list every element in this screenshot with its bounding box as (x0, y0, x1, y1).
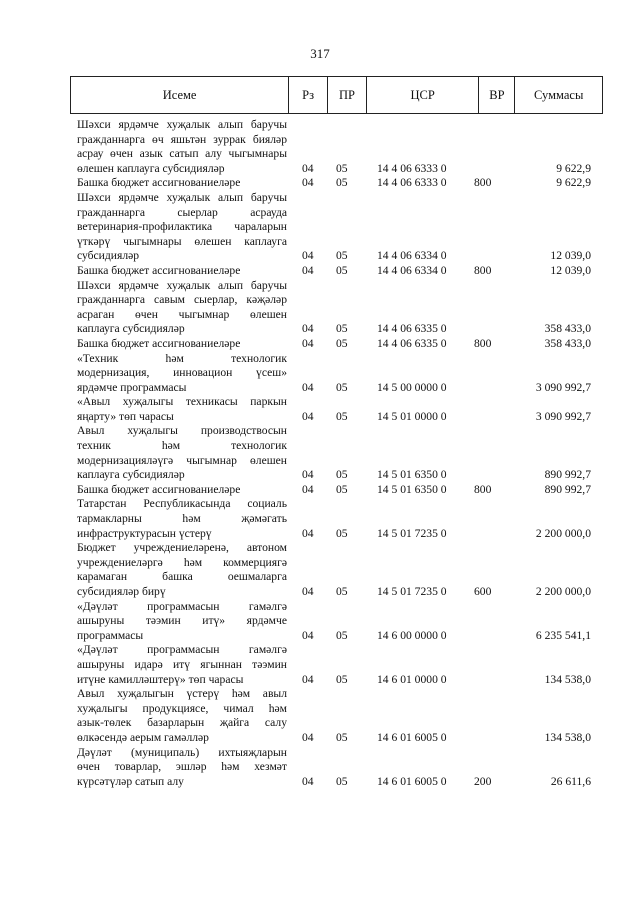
row-name (77, 191, 287, 264)
row-name-line: Башка бюджет ассигнованиеләре (77, 263, 241, 277)
row-name-line: Башка бюджет ассигнованиеләре (77, 336, 241, 350)
row-name-line: Авыл хуҗалыгы производствосын (77, 424, 287, 438)
row-rz: 04 (302, 730, 314, 744)
table-row (77, 600, 603, 644)
row-sum: 12 039,0 (550, 249, 591, 263)
row-name (77, 541, 287, 599)
row-name-line: асрау өчен азык сатып алу чыгымнары (77, 147, 287, 161)
header-vr: ВР (479, 77, 515, 113)
row-name-line: учреждениеләргә һәм коммерциягә (77, 555, 287, 569)
row-csr: 14 4 06 6335 0 (377, 336, 447, 350)
row-sum: 890 992,7 (544, 468, 591, 482)
row-name-line: модернизацияләүгә чыгымнар өлешен (77, 453, 287, 467)
row-csr: 14 5 01 6350 0 (377, 482, 447, 496)
row-name-line: модернизация, инновацион үсеш» (77, 366, 287, 380)
table-row (77, 264, 603, 279)
row-name (77, 279, 287, 337)
row-sum: 2 200 000,0 (535, 526, 591, 540)
header-name: Исеме (71, 77, 289, 113)
row-pr: 05 (336, 585, 348, 598)
row-pr: 05 (336, 380, 348, 394)
row-rz: 04 (302, 672, 314, 686)
row-name (77, 264, 287, 279)
row-name-line: Авыл хуҗалыгын үстерү һәм авыл (77, 687, 287, 701)
row-sum: 134 538,0 (544, 730, 591, 744)
row-vr: 600 (474, 585, 492, 598)
row-rz: 04 (302, 628, 314, 642)
row-csr: 14 6 01 0000 0 (377, 672, 447, 686)
row-name-line: өлешен каплауга субсидияләр (77, 161, 225, 175)
row-name-line: тармакларны һәм җәмәгать (77, 512, 287, 526)
table-row (77, 176, 603, 191)
row-rz: 04 (302, 176, 314, 190)
row-csr: 14 5 00 0000 0 (377, 380, 447, 394)
row-pr: 05 (336, 161, 348, 175)
row-name-line: яңарту» төп чарасы (77, 409, 174, 423)
row-name-line: субсидияләр (77, 249, 140, 263)
row-pr: 05 (336, 628, 348, 642)
row-sum: 26 611,6 (550, 774, 591, 788)
table-row (77, 395, 603, 424)
row-pr: 05 (336, 322, 348, 336)
row-sum: 3 090 992,7 (535, 380, 591, 394)
row-name (77, 424, 287, 482)
row-name-line: Шәхси ярдәмче хуҗалык алып баручы (77, 118, 287, 131)
row-pr: 05 (336, 774, 348, 788)
row-rz: 04 (302, 263, 314, 277)
row-name-line: карамаган башка оешмаларга (77, 570, 287, 584)
table-row (77, 687, 603, 745)
row-name (77, 395, 287, 424)
table-row (77, 118, 603, 176)
row-csr: 14 5 01 7235 0 (377, 526, 447, 540)
row-rz: 04 (302, 161, 314, 175)
row-name (77, 176, 287, 191)
row-rz: 04 (302, 585, 314, 598)
row-csr: 14 4 06 6333 0 (377, 161, 447, 175)
row-csr: 14 4 06 6333 0 (377, 176, 447, 190)
row-name-line: асраган өчен чыгымнар өлешен (77, 307, 287, 321)
row-rz: 04 (302, 409, 314, 423)
table-row (77, 483, 603, 498)
row-name-line: күрсәтүләр сатып алу (77, 774, 184, 788)
row-sum: 134 538,0 (544, 672, 591, 686)
row-sum: 358 433,0 (544, 322, 591, 336)
row-sum: 890 992,7 (544, 482, 591, 496)
row-rz: 04 (302, 380, 314, 394)
table-row (77, 279, 603, 337)
row-name (77, 643, 287, 687)
row-csr: 14 5 01 7235 0 (377, 585, 447, 598)
header-sum: Суммасы (534, 87, 584, 102)
row-name-line: ярдәмче программасы (77, 380, 187, 394)
row-name-line: инфраструктурасын үстерү (77, 526, 212, 540)
row-name-line: Шәхси ярдәмче хуҗалык алып баручы (77, 278, 287, 292)
row-pr: 05 (336, 336, 348, 350)
row-name (77, 497, 287, 541)
header-pr: ПР (328, 77, 367, 113)
row-vr: 800 (474, 482, 492, 496)
row-vr: 800 (474, 336, 492, 350)
row-pr: 05 (336, 672, 348, 686)
row-pr: 05 (336, 482, 348, 496)
row-sum: 358 433,0 (544, 336, 591, 350)
header-rz: Рз (289, 77, 328, 113)
row-sum: 3 090 992,7 (535, 409, 591, 423)
table-header (70, 76, 603, 114)
row-name (77, 337, 287, 352)
row-name-line: гражданнарга сыерлар асрауда (77, 205, 287, 219)
row-rz: 04 (302, 468, 314, 482)
row-csr: 14 4 06 6334 0 (377, 249, 447, 263)
row-rz: 04 (302, 336, 314, 350)
row-pr: 05 (336, 409, 348, 423)
row-name-line: Башка бюджет ассигнованиеләре (77, 176, 241, 190)
table-row (77, 643, 603, 687)
row-name-line: техник һәм технологик (77, 439, 287, 453)
row-rz: 04 (302, 249, 314, 263)
row-pr: 05 (336, 249, 348, 263)
row-sum: 2 200 000,0 (535, 585, 591, 598)
row-name (77, 483, 287, 498)
row-name-line: ветеринария-профилактика чараларын (77, 220, 287, 234)
table-body (77, 118, 603, 789)
row-name-line: азык-төлек базарларын җайга салу (77, 716, 287, 730)
row-name-line: «Техник һәм технологик (77, 351, 287, 365)
row-name-line: Татарстан Республикасында социаль (77, 497, 287, 511)
row-name-line: өчен товарлар, эшләр һәм хезмәт (77, 760, 287, 774)
row-name (77, 746, 287, 790)
row-name (77, 352, 287, 396)
table-row (77, 337, 603, 352)
row-csr: 14 4 06 6334 0 (377, 263, 447, 277)
row-csr: 14 6 00 0000 0 (377, 628, 447, 642)
row-name-line: каплауга субсидияләр (77, 322, 185, 336)
table-row (77, 424, 603, 482)
row-name-line: гражданнарга савым сыерлар, кәҗәләр (77, 293, 287, 307)
table-row (77, 191, 603, 264)
row-sum: 6 235 541,1 (535, 628, 591, 642)
row-rz: 04 (302, 322, 314, 336)
header-csr: ЦСР (367, 77, 480, 113)
row-pr: 05 (336, 176, 348, 190)
row-name-line: каплауга субсидияләр (77, 468, 185, 482)
row-name-line: «Дәүләт программасын гамәлгә (77, 643, 287, 657)
row-sum: 12 039,0 (550, 263, 591, 277)
row-name-line: ашыруны тәэмин итү» ярдәмче (77, 614, 287, 628)
table-row (77, 746, 603, 790)
row-vr: 800 (474, 263, 492, 277)
row-name-line: «Дәүләт программасын гамәлгә (77, 599, 287, 613)
row-name-line: үткәрү чыгымнары өлешен каплауга (77, 234, 287, 248)
row-rz: 04 (302, 482, 314, 496)
row-name-line: Дәүләт (муниципаль) ихтыяҗларын (77, 745, 287, 759)
row-sum: 9 622,9 (556, 161, 591, 175)
row-name-line: Бюджет учреждениеләренә, автоном (77, 541, 287, 555)
row-name-line: субсидияләр бирү (77, 585, 166, 598)
row-name-line: өлкәсендә аерым гамәлләр (77, 730, 209, 744)
row-csr: 14 4 06 6335 0 (377, 322, 447, 336)
row-csr: 14 5 01 0000 0 (377, 409, 447, 423)
row-rz: 04 (302, 774, 314, 788)
row-name (77, 118, 287, 176)
row-vr: 800 (474, 176, 492, 190)
row-pr: 05 (336, 730, 348, 744)
table-row (77, 352, 603, 396)
table-row (77, 497, 603, 541)
row-name-line: гражданнарга өч яшьтән зуррак бияләр (77, 132, 287, 146)
row-name-line: ашыруны идарә итү ягыннан тәэмин (77, 657, 287, 671)
row-vr: 200 (474, 774, 492, 788)
row-name (77, 600, 287, 644)
row-csr: 14 6 01 6005 0 (377, 730, 447, 744)
row-name-line: хуҗалыгы продукциясе, чимал һәм (77, 701, 287, 715)
row-name (77, 687, 287, 745)
row-csr: 14 5 01 6350 0 (377, 468, 447, 482)
row-name-line: итүне камилләштерү» төп чарасы (77, 672, 244, 686)
row-name-line: Башка бюджет ассигнованиеләре (77, 482, 241, 496)
row-rz: 04 (302, 526, 314, 540)
row-pr: 05 (336, 468, 348, 482)
row-csr: 14 6 01 6005 0 (377, 774, 447, 788)
row-name-line: программасы (77, 628, 144, 642)
row-pr: 05 (336, 263, 348, 277)
row-sum: 9 622,9 (556, 176, 591, 190)
table-row (77, 541, 603, 599)
page-number: 317 (310, 46, 330, 61)
row-pr: 05 (336, 526, 348, 540)
row-name-line: «Авыл хуҗалыгы техникасы паркын (77, 395, 287, 409)
row-name-line: Шәхси ярдәмче хуҗалык алып баручы (77, 190, 287, 204)
